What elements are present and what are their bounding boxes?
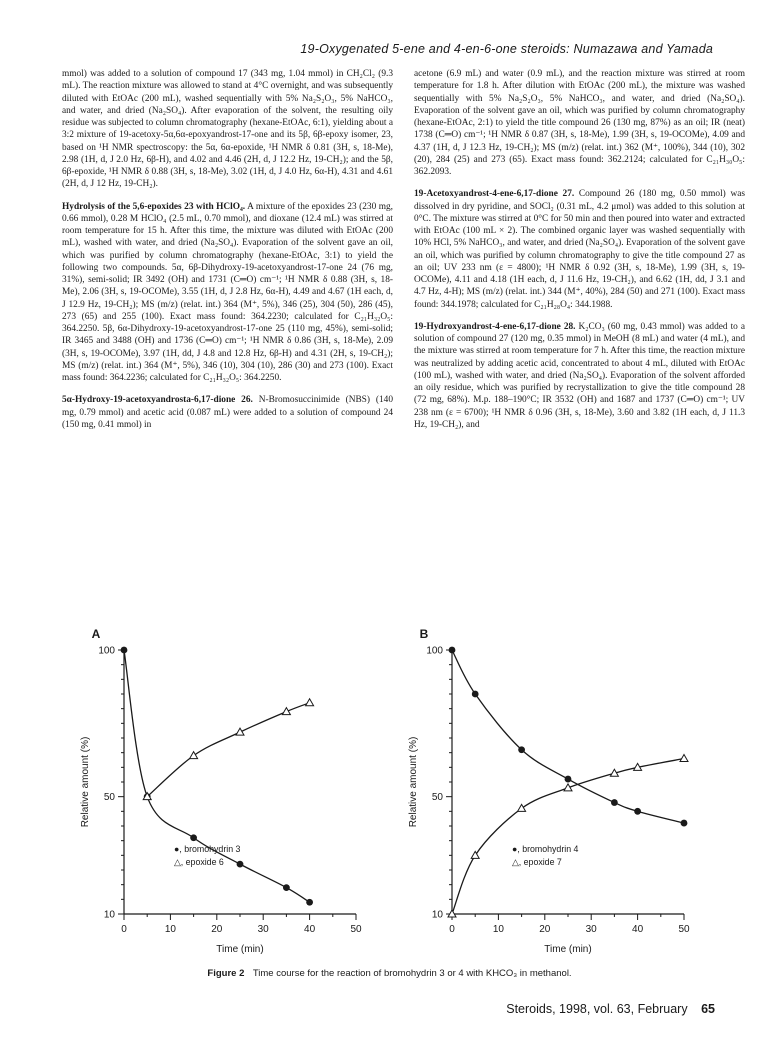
data-point-circle: [306, 899, 313, 906]
series-curve: [452, 650, 684, 823]
data-point-circle: [449, 647, 456, 654]
data-point-circle: [283, 884, 290, 891]
data-point-triangle: [306, 699, 314, 706]
x-tick-label: 30: [257, 924, 269, 935]
data-point-triangle: [518, 804, 526, 811]
data-point-circle: [472, 691, 479, 698]
x-tick-label: 10: [164, 924, 176, 935]
figure-caption: [0, 968, 779, 979]
x-tick-label: 20: [539, 924, 551, 935]
x-tick-label: 10: [492, 924, 504, 935]
data-point-circle: [634, 808, 641, 815]
y-axis-title: Relative amount (%): [408, 736, 419, 828]
x-axis-title: Time (min): [544, 944, 592, 955]
paragraph-text: N-Bromosuccinimide (NBS) (140 mg, 0.79 mmol) and acetic acid (0.087 mL) were added to a solution of compound 24 (150 mg, 0.41 mmol) in: [62, 395, 393, 430]
data-point-circle: [237, 861, 244, 868]
data-point-circle: [518, 746, 525, 753]
y-tick-label: 50: [103, 792, 115, 804]
x-axis-title: Time (min): [216, 944, 264, 955]
y-tick-label: 100: [98, 645, 115, 657]
legend-entry: ●, bromohydrin 3: [174, 844, 241, 854]
right-paragraph: [414, 68, 745, 178]
x-tick-label: 50: [350, 924, 362, 935]
right-column: [414, 68, 745, 441]
data-point-circle: [611, 799, 618, 806]
x-tick-label: 30: [585, 924, 597, 935]
paragraph-heading: Hydrolysis of the 5,6-epoxides 23 with HClO₄.: [62, 201, 246, 212]
right-paragraph: [414, 188, 745, 311]
paragraph-text: Compound 26 (180 mg, 0.50 mmol) was dissolved in dry pyridine, and SOCl₂ (0.31 mL, 4.2 μmol) was added to this solution at 0°C. The mixture was stirred at 0°C for 50 min and then poured into water and extracted with EtOAc (100 mL × 2). The combined organic layer was washed sequentially with 10% HCl, 5% NaHCO₃, and water, and dried (Na₂SO₄). Evaporation of the solvent gave an oil, which was purified by column chromatography to give the title compound 27 as an oil; UV 233 nm (ε = 4800); ¹H NMR δ 0.92 (3H, s, 18-Me), 1.99 (3H, s, 19-OCOMe), 4.11 and 4.18 (1H each, d, J 11.6 Hz, 19-CH₂), and 6.62 (1H, dd, J 3.1 and 4.7 Hz, 4-H); MS (m/z) (relat. int.) 344 (M⁺, 40%), 284 (50) and 271 (100). Exact mass found: 344.1978; calculated for C₂₁H₂₈O₄: 344.1988.: [414, 189, 745, 310]
paragraph-text: acetone (6.9 mL) and water (0.9 mL), and the reaction mixture was stirred at room temperature for 1.8 h. After dilution with EtOAc (200 mL), the mixture was washed sequentially with 5% Na₂S₂O₃, 5% NaHCO₃, and water, and dried (Na₂SO₄). Evaporation of the solvent gave an oil, which was purified by column chromatography (hexane-EtOAc, 2:1) to yield the title compound 26 (130 mg, 87%) as an oil; IR (neat) 1738 (C═O) cm⁻¹; ¹H NMR δ 0.87 (3H, s, 18-Me), 1.99 (3H, s, 19-OCOMe), 4.09 and 4.37 (1H, d, J 12.3 Hz, 19-CH₂); MS (m/z) (relat. int.) 362 (M⁺, 100%), 344 (10), 302 (20), 284 (25) and 273 (65). Exact mass found: 362.2124; calculated for C₂₁H₃₀O₅: 362.2093.: [414, 69, 745, 177]
paragraph-heading: 19-Hydroxyandrost-4-ene-6,17-dione 28.: [414, 321, 576, 332]
y-tick-label: 10: [431, 909, 443, 921]
paragraph-heading: 5α-Hydroxy-19-acetoxyandrosta-6,17-dione 26.: [62, 395, 253, 406]
data-point-circle: [121, 647, 128, 654]
page-footer: [506, 1002, 715, 1016]
series-curve: [147, 703, 309, 797]
journal-citation: Steroids, 1998, vol. 63, February: [506, 1002, 688, 1016]
left-paragraph: [62, 68, 393, 191]
paragraph-text: A mixture of the epoxides 23 (230 mg, 0.66 mmol), 0.28 M HClO₄ (2.5 mL, 0.70 mmol), and dioxane (12.4 mL) was stirred at room temperature for 15 h. After this time, the mixture was diluted with EtOAc (200 mL), washed with water, and dried (Na₂SO₄). Evaporation of the solvent gave an oil, which was purified by column chromatography (hexane-EtOAc, 3:1) to yield the following two compounds. 5α, 6β-Dihydroxy-19-acetoxyandrost-17-one 24 (76 mg, 31%), semi-solid; IR 3492 (OH) and 1731 (C═O) cm⁻¹; ¹H NMR δ 0.88 (3H, s, 18-Me), 2.06 (3H, s, 19-OCOMe), 3.55 (1H, d, J 2.8 Hz, 6α-H), 4.49 and 4.67 (1H each, d, J 12.9 Hz, 19-CH₂); MS (m/z) (relat. int.) 364 (M⁺, 5%), 346 (25), 304 (50), 286 (45), 273 (65) and 255 (100). Exact mass found: 364.2230; calculated for C₂₁H₃₂O₅: 364.2250. 5β, 6α-Dihydroxy-19-acetoxyandrost-17-one 25 (110 mg, 45%), semi-solid; IR 3465 and 3488 (OH) and 1736 (C═O) cm⁻¹; ¹H NMR δ 0.86 (3H, s, 18-Me), 2.09 (3H, s, 19-OCOMe), 3.97 (1H, dd, J 4.8 and 12.8 Hz, 6β-H) and 4.31 (2H, s, 19-CH₂); MS (m/z) (relat. int.) 364 (M⁺, 5%), 346 (10), 304 (10), 286 (30) and 273 (100). Exact mass found: 364.2236; calculated for C₂₁H₃₂O₅: 364.2250.: [62, 201, 394, 383]
page-number: 65: [701, 1002, 715, 1016]
legend-entry: △, epoxide 7: [512, 857, 562, 867]
x-tick-label: 20: [211, 924, 223, 935]
y-tick-label: 10: [103, 909, 115, 921]
data-point-triangle: [190, 752, 198, 759]
data-point-circle: [190, 834, 197, 841]
panel-label: A: [91, 627, 101, 641]
figure-chart-svg: [60, 622, 740, 967]
right-paragraph: [414, 321, 745, 431]
data-point-triangle: [236, 728, 244, 735]
paragraph-text: K₂CO₃ (60 mg, 0.43 mmol) was added to a solution of compound 27 (120 mg, 0.35 mmol) in MeOH (8 mL) and water (4 mL), and the mixture was stirred at room temperature for 7 h. After this time, the reaction mixture was neutralized by adding acetic acid, concentrated to about 4 mL, diluted with EtOAc (100 mL), washed with water, and dried (Na₂SO₄). Evaporation of the solvent afforded an oily residue, which was purified by recrystallization to give the title compound 28 (72 mg, 68%). M.p. 188–190°C; IR 3532 (OH) and 1687 and 1737 (C═O) cm⁻¹; UV 238 nm (ε = 6700); ¹H NMR δ 0.96 (3H, s, 18-Me), 3.60 and 3.82 (1H each, d, J 11.3 Hz, 19-CH₂), and: [414, 321, 745, 430]
paragraph-text: mmol) was added to a solution of compound 17 (343 mg, 1.04 mmol) in CH₂Cl₂ (9.3 mL). The reaction mixture was allowed to stand at 4°C overnight, and was subsequently diluted with EtOAc (200 mL), washed sequentially with 5% Na₂S₂O₃, 5% NaHCO₃, and water, and dried (Na₂SO₄). After evaporation of the solvent, the resulting oily residue was subjected to column chromatography (hexane-EtOAc, 6:1), yielding about a 3:2 mixture of 19-acetoxy-5α,6α-epoxyandrost-17-one and its 5β, 6β-epoxy isomer, 23, based on ¹H NMR spectroscopy: the 5α, 6α-epoxide, ¹H NMR δ 0.81 (3H, s, 18-Me), 2.98 (1H, d, J 2.0 Hz, 6β-H), and 4.02 and 4.46 (2H, d, J 12.2 Hz, 19-CH₂); and the 5β, 6β-epoxide, ¹H NMR δ 0.88 (3H, s, 18-Me), 3.02 (1H, d, J 4.0 Hz, 6α-H), 4.31 and 4.61 (2H, d, J 12 Hz, 19-CH₂).: [62, 69, 393, 190]
caption-text: Time course for the reaction of bromohydrin 3 or 4 with KHCO₃ in methanol.: [252, 968, 572, 979]
x-tick-label: 0: [121, 924, 127, 935]
x-tick-label: 40: [632, 924, 644, 935]
figure-2: [60, 622, 740, 997]
data-point-triangle: [680, 755, 688, 762]
left-paragraph: [62, 394, 393, 431]
caption-label: Figure 2: [207, 968, 245, 979]
x-tick-label: 40: [304, 924, 316, 935]
left-paragraph: [62, 201, 393, 385]
running-head: 19-Oxygenated 5-ene and 4-en-6-one steroids: Numazawa and Yamada: [300, 42, 713, 56]
data-point-circle: [681, 820, 688, 827]
data-point-circle: [565, 776, 572, 783]
y-tick-label: 100: [426, 645, 443, 657]
x-tick-label: 0: [449, 924, 455, 935]
paragraph-heading: 19-Acetoxyandrost-4-ene-6,17-dione 27.: [414, 189, 575, 200]
legend-entry: ●, bromohydrin 4: [512, 844, 579, 854]
y-tick-label: 50: [431, 792, 443, 804]
y-axis-title: Relative amount (%): [80, 736, 91, 828]
left-column: [62, 68, 393, 441]
legend-entry: △, epoxide 6: [174, 857, 224, 867]
x-tick-label: 50: [678, 924, 690, 935]
panel-label: B: [419, 627, 429, 641]
